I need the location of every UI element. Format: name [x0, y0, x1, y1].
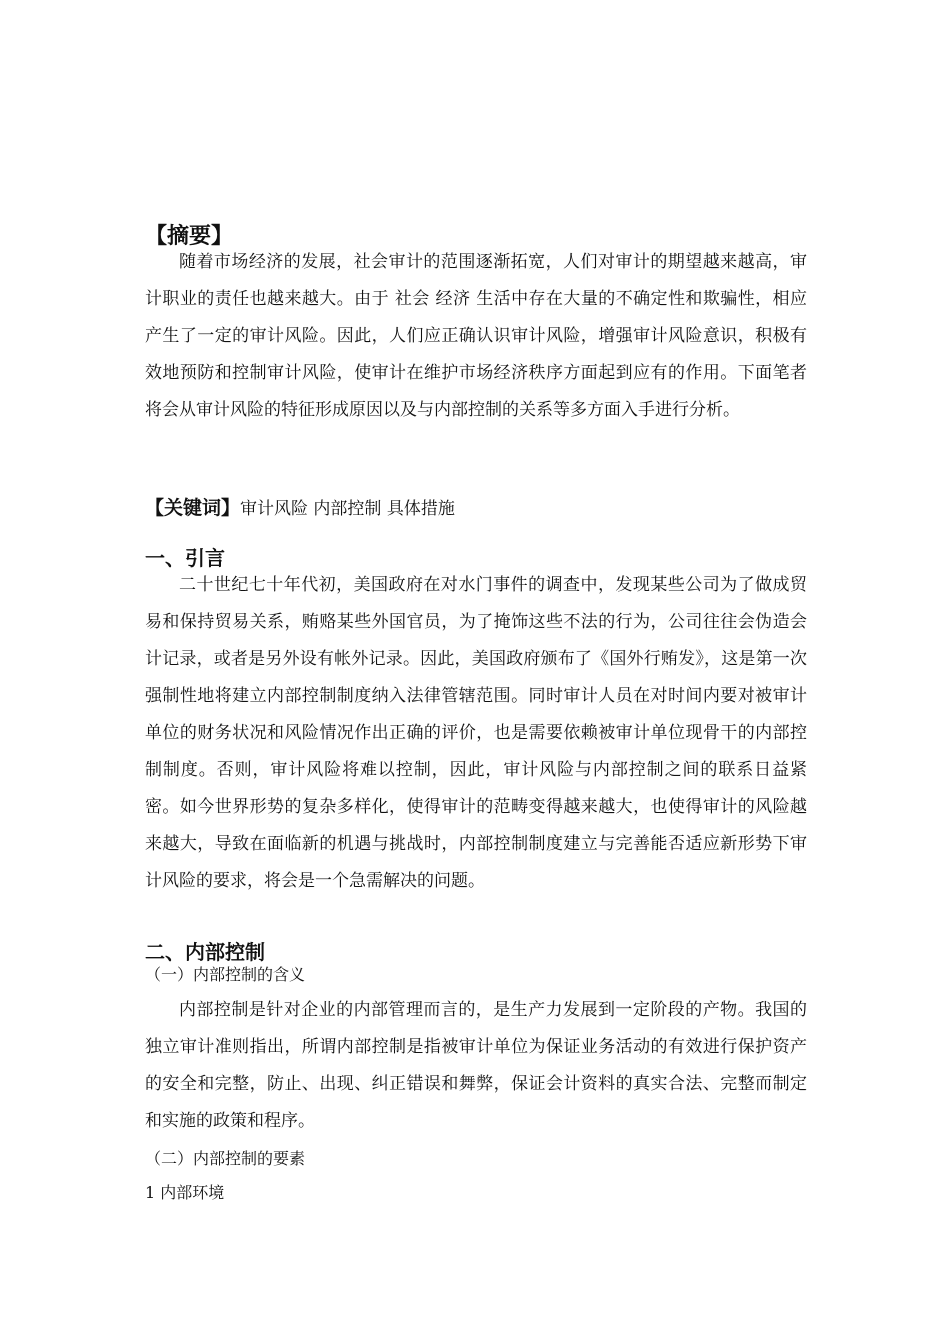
subsection-heading-meaning: （一）内部控制的含义 — [145, 965, 306, 984]
abstract-heading: 【摘要】 — [145, 224, 234, 249]
keywords-line — [145, 494, 807, 523]
keywords-text: 审计风险 内部控制 具体措施 — [240, 499, 455, 519]
section-heading-internal-control: 二、内部控制 — [145, 940, 265, 964]
internal-control-body: 内部控制是针对企业的内部管理而言的，是生产力发展到一定阶段的产物。我国的独立审计准则指出，所谓内部控制是指被审计单位为保证业务活动的有效进行保护资产的安全和完整，防止、出现、纠正错误和舞弊，保证会计资料的真实合法、完整而制定和实施的政策和程序。 — [145, 1000, 807, 1131]
abstract-body: 随着市场经济的发展，社会审计的范围逐渐拓宽，人们对审计的期望越来越高，审计职业的责任也越来越大。由于 社会 经济 生活中存在大量的不确定性和欺骗性，相应产生了一定的审计风险。因此，人们应正确认识审计风险，增强审计风险意识，积极有效地预防和控制审计风险，使审计在维护市场经济秩序方面起到应有的作用。下面笔者将会从审计风险的特征形成原因以及与内部控制的关系等多方面入手进行分析。 — [145, 252, 807, 420]
introduction-body: 二十世纪七十年代初，美国政府在对水门事件的调查中，发现某些公司为了做成贸易和保持贸易关系，贿赂某些外国官员，为了掩饰这些不法的行为，公司往往会伪造会计记录，或者是另外设有帐外记录。因此，美国政府颁布了《国外行贿发》，这是第一次强制性地将建立内部控制制度纳入法律管辖范围。同时审计人员在对时间内要对被审计单位的财务状况和风险情况作出正确的评价，也是需要依赖被审计单位现骨干的内部控制制度。否则，审计风险将难以控制，因此，审计风险与内部控制之间的联系日益紧密。如今世界形势的复杂多样化，使得审计的范畴变得越来越大，也使得审计的风险越来越大，导致在面临新的机遇与挑战时，内部控制制度建立与完善能否适应新形势下审计风险的要求，将会是一个急需解决的问题。 — [145, 575, 807, 891]
section-heading-introduction: 一、引言 — [145, 546, 225, 570]
list-item-internal-environment: 1 内部环境 — [145, 1183, 225, 1202]
keywords-label: 【关键词】 — [145, 497, 241, 519]
subsection-heading-elements: （二）内部控制的要素 — [145, 1149, 306, 1168]
